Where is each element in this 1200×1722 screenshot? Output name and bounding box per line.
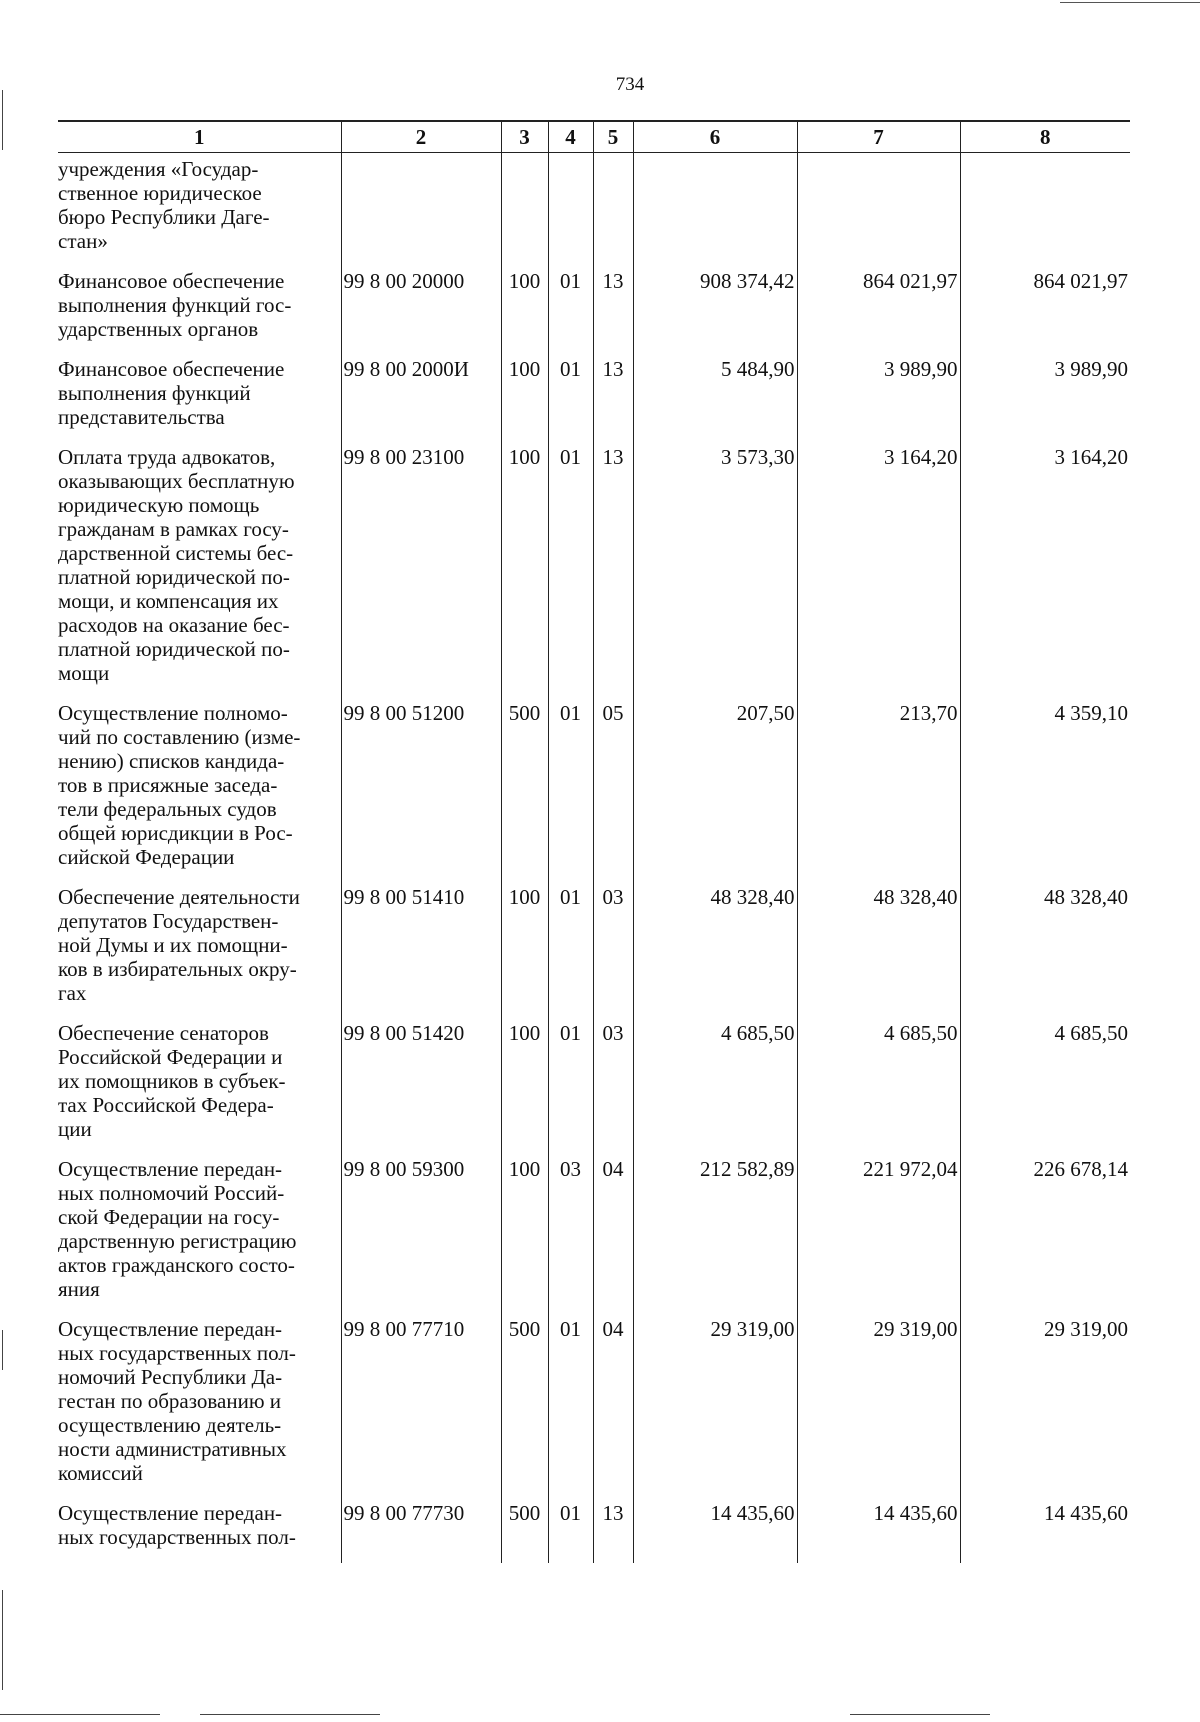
row-pr-cell: 04 (593, 1153, 633, 1313)
row-amount-7-cell: 48 328,40 (797, 881, 960, 1017)
column-header-7: 7 (797, 121, 960, 153)
row-amount-6-cell: 14 435,60 (633, 1497, 797, 1563)
row-pr-cell: 13 (593, 441, 633, 697)
row-vr-cell: 100 (501, 1153, 548, 1313)
row-pr-cell: 05 (593, 697, 633, 881)
row-rz-cell: 03 (548, 1153, 593, 1313)
row-code-cell: 99 8 00 20000 (341, 265, 501, 353)
row-rz-cell: 01 (548, 1497, 593, 1563)
budget-table (58, 120, 1130, 1563)
column-header-2: 2 (341, 121, 501, 153)
row-vr-cell: 100 (501, 881, 548, 1017)
row-code-cell: 99 8 00 77710 (341, 1313, 501, 1497)
row-rz-cell: 01 (548, 1313, 593, 1497)
row-pr-cell (593, 153, 633, 266)
scan-left-edge (2, 90, 3, 150)
row-name-cell: Обеспечение деятельности депутатов Государствен- ной Думы и их помощни- ков в избирательных окру- гах (58, 885, 300, 1005)
row-rz-cell: 01 (548, 441, 593, 697)
row-rz-cell: 01 (548, 1017, 593, 1153)
row-code-cell: 99 8 00 51200 (341, 697, 501, 881)
row-amount-6-cell: 908 374,42 (633, 265, 797, 353)
row-vr-cell: 100 (501, 265, 548, 353)
row-amount-6-cell: 5 484,90 (633, 353, 797, 441)
row-amount-7-cell: 29 319,00 (797, 1313, 960, 1497)
scan-left-edge (2, 1590, 3, 1690)
row-name-cell: Осуществление передан- ных государственных пол- номочий Республики Да- гестан по образованию и осуществлению деятель- ности административных комиссий (58, 1317, 296, 1485)
table-body (58, 153, 1130, 1564)
row-pr-cell: 03 (593, 1017, 633, 1153)
column-header-1: 1 (58, 121, 341, 153)
row-amount-8-cell: 226 678,14 (960, 1153, 1130, 1313)
row-amount-7-cell: 3 164,20 (797, 441, 960, 697)
row-amount-7-cell: 213,70 (797, 697, 960, 881)
row-amount-8-cell: 3 989,90 (960, 353, 1130, 441)
row-amount-6-cell: 207,50 (633, 697, 797, 881)
table-row (58, 1017, 1130, 1153)
row-name-cell: Финансовое обеспечение выполнения функций представительства (58, 357, 285, 429)
row-amount-6-cell: 29 319,00 (633, 1313, 797, 1497)
row-amount-6-cell: 48 328,40 (633, 881, 797, 1017)
row-pr-cell: 13 (593, 265, 633, 353)
row-pr-cell: 13 (593, 1497, 633, 1563)
column-header-4: 4 (548, 121, 593, 153)
table-row (58, 353, 1130, 441)
table-row (58, 265, 1130, 353)
row-amount-8-cell (960, 153, 1130, 266)
row-vr-cell: 100 (501, 1017, 548, 1153)
row-rz-cell: 01 (548, 353, 593, 441)
scan-top-rule (1060, 2, 1200, 3)
row-pr-cell: 03 (593, 881, 633, 1017)
row-name-cell: Осуществление передан- ных полномочий Россий- ской Федерации на госу- дарственную регистрацию актов гражданского состо- яния (58, 1157, 297, 1301)
table-row (58, 1153, 1130, 1313)
row-rz-cell: 01 (548, 265, 593, 353)
row-amount-6-cell: 4 685,50 (633, 1017, 797, 1153)
row-pr-cell: 13 (593, 353, 633, 441)
row-amount-6-cell: 212 582,89 (633, 1153, 797, 1313)
row-amount-8-cell: 14 435,60 (960, 1497, 1130, 1563)
row-code-cell (341, 153, 501, 266)
table-row (58, 697, 1130, 881)
row-amount-7-cell (797, 153, 960, 266)
table-row (58, 1313, 1130, 1497)
table-row (58, 153, 1130, 266)
row-vr-cell (501, 153, 548, 266)
row-name-cell: Осуществление передан- ных государственных пол- (58, 1501, 296, 1549)
row-amount-8-cell: 4 359,10 (960, 697, 1130, 881)
row-vr-cell: 100 (501, 441, 548, 697)
row-vr-cell: 500 (501, 1497, 548, 1563)
page-number: 734 (615, 74, 645, 95)
table-row (58, 441, 1130, 697)
row-vr-cell: 100 (501, 353, 548, 441)
row-code-cell: 99 8 00 59300 (341, 1153, 501, 1313)
row-amount-8-cell: 29 319,00 (960, 1313, 1130, 1497)
row-amount-8-cell: 48 328,40 (960, 881, 1130, 1017)
row-vr-cell: 500 (501, 1313, 548, 1497)
row-pr-cell: 04 (593, 1313, 633, 1497)
row-name-cell: учреждения «Государ- ственное юридическое бюро Республики Даге- стан» (58, 157, 270, 253)
row-amount-7-cell: 4 685,50 (797, 1017, 960, 1153)
row-code-cell: 99 8 00 77730 (341, 1497, 501, 1563)
row-vr-cell: 500 (501, 697, 548, 881)
column-header-3: 3 (501, 121, 548, 153)
row-code-cell: 99 8 00 23100 (341, 441, 501, 697)
row-amount-6-cell (633, 153, 797, 266)
table-header-row (58, 121, 1130, 153)
row-rz-cell (548, 153, 593, 266)
scan-bottom-rule (850, 1714, 990, 1715)
column-header-8: 8 (960, 121, 1130, 153)
table-row (58, 881, 1130, 1017)
row-name-cell: Финансовое обеспечение выполнения функций гос- ударственных органов (58, 269, 292, 341)
row-name-cell: Оплата труда адвокатов, оказывающих бесплатную юридическую помощь гражданам в рамках госу- дарственной системы бес- платной юридической по- мощи, и компенсация их расходов на оказание бес- платной юридической по- мощи (58, 445, 295, 685)
row-amount-8-cell: 3 164,20 (960, 441, 1130, 697)
row-name-cell: Обеспечение сенаторов Российской Федерации и их помощников в субъек- тах Российской Федера- ции (58, 1021, 286, 1141)
row-name-cell: Осуществление полномо- чий по составлению (изме- нению) списков кандида- тов в присяжные заседа- тели федеральных судов общей юрисдикции в Рос- сийской Федерации (58, 701, 301, 869)
row-rz-cell: 01 (548, 697, 593, 881)
row-code-cell: 99 8 00 51420 (341, 1017, 501, 1153)
scan-left-edge (2, 1330, 3, 1370)
row-rz-cell: 01 (548, 881, 593, 1017)
scan-bottom-rule (0, 1714, 160, 1715)
scan-bottom-rule (200, 1714, 380, 1715)
row-amount-7-cell: 14 435,60 (797, 1497, 960, 1563)
row-amount-6-cell: 3 573,30 (633, 441, 797, 697)
row-amount-7-cell: 864 021,97 (797, 265, 960, 353)
column-header-6: 6 (633, 121, 797, 153)
column-header-5: 5 (593, 121, 633, 153)
row-code-cell: 99 8 00 2000И (341, 353, 501, 441)
table-row (58, 1497, 1130, 1563)
row-amount-8-cell: 4 685,50 (960, 1017, 1130, 1153)
row-amount-7-cell: 221 972,04 (797, 1153, 960, 1313)
row-amount-7-cell: 3 989,90 (797, 353, 960, 441)
row-amount-8-cell: 864 021,97 (960, 265, 1130, 353)
row-code-cell: 99 8 00 51410 (341, 881, 501, 1017)
